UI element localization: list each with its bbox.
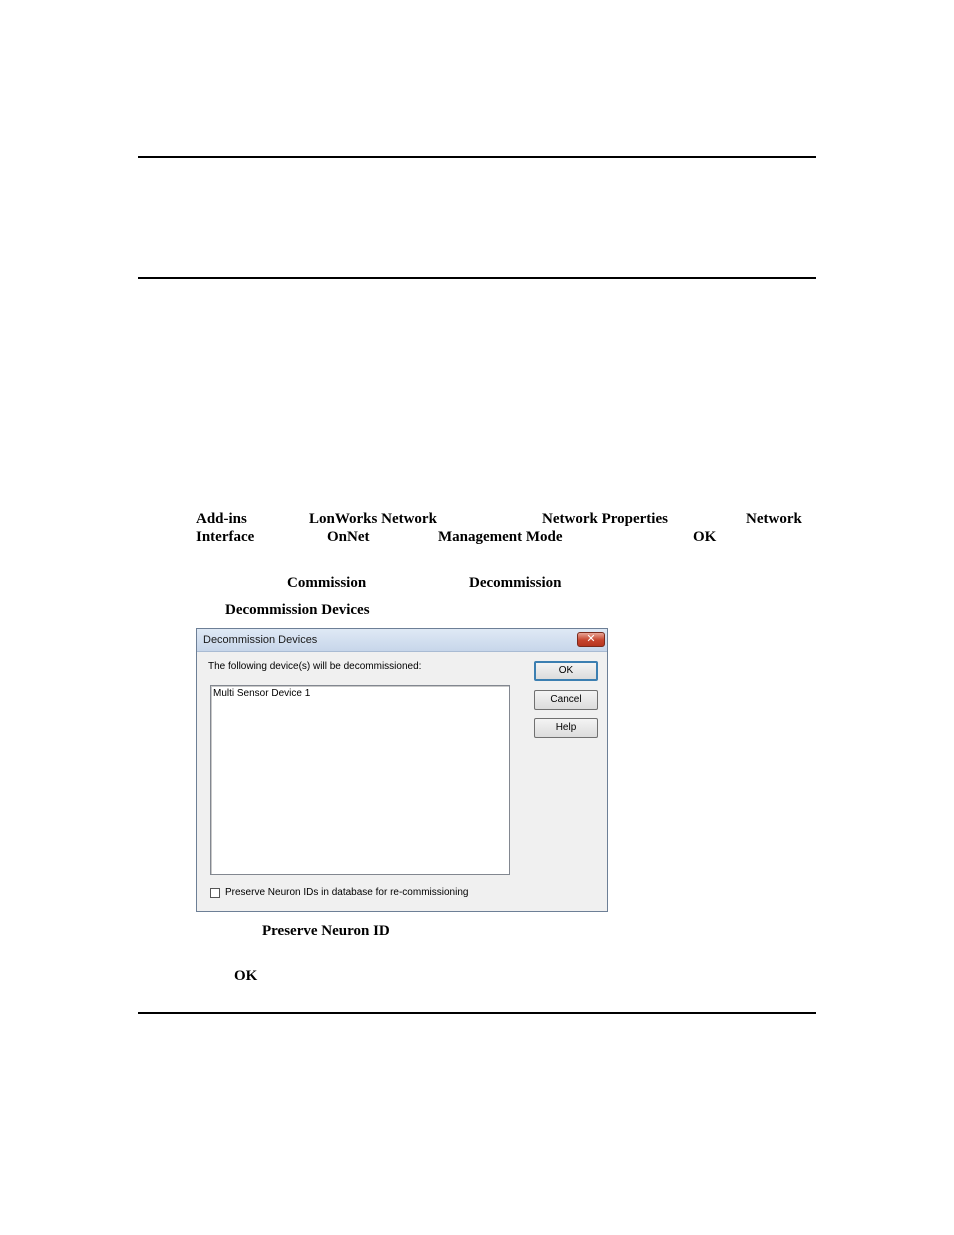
- bold-network-properties: Network Properties: [542, 511, 668, 527]
- bold-add-ins: Add-ins: [196, 511, 247, 527]
- bold-interface: Interface: [196, 529, 255, 545]
- ok-button[interactable]: OK: [534, 661, 598, 681]
- preserve-neuron-ids-label[interactable]: Preserve Neuron IDs in database for re-commissioning: [225, 887, 469, 898]
- bold-ok-line2: OK: [693, 529, 717, 545]
- bold-management-mode: Management Mode: [438, 529, 563, 545]
- header-rule: [138, 277, 816, 279]
- bold-lonworks-network: LonWorks Network: [309, 511, 437, 527]
- bold-commission: Commission: [287, 575, 367, 591]
- bold-decommission-devices: Decommission Devices: [225, 602, 370, 618]
- footer-rule: [138, 1012, 816, 1014]
- cancel-button[interactable]: Cancel: [534, 690, 598, 710]
- bold-onnet: OnNet: [327, 529, 370, 545]
- decommission-devices-dialog: [196, 628, 608, 912]
- dialog-title: Decommission Devices: [203, 634, 318, 646]
- bold-decommission: Decommission: [469, 575, 562, 591]
- top-rule: [138, 156, 816, 158]
- device-listbox[interactable]: [210, 685, 510, 875]
- bold-network: Network: [746, 511, 802, 527]
- bold-ok-final: OK: [234, 968, 258, 984]
- dialog-titlebar[interactable]: [197, 629, 607, 652]
- preserve-neuron-ids-checkbox[interactable]: [210, 888, 220, 898]
- list-item[interactable]: Multi Sensor Device 1: [213, 688, 311, 699]
- close-icon[interactable]: ✕: [577, 632, 605, 647]
- dialog-instruction: The following device(s) will be decommissioned:: [208, 661, 422, 672]
- bold-preserve-neuron-id: Preserve Neuron ID: [262, 923, 390, 939]
- help-button[interactable]: Help: [534, 718, 598, 738]
